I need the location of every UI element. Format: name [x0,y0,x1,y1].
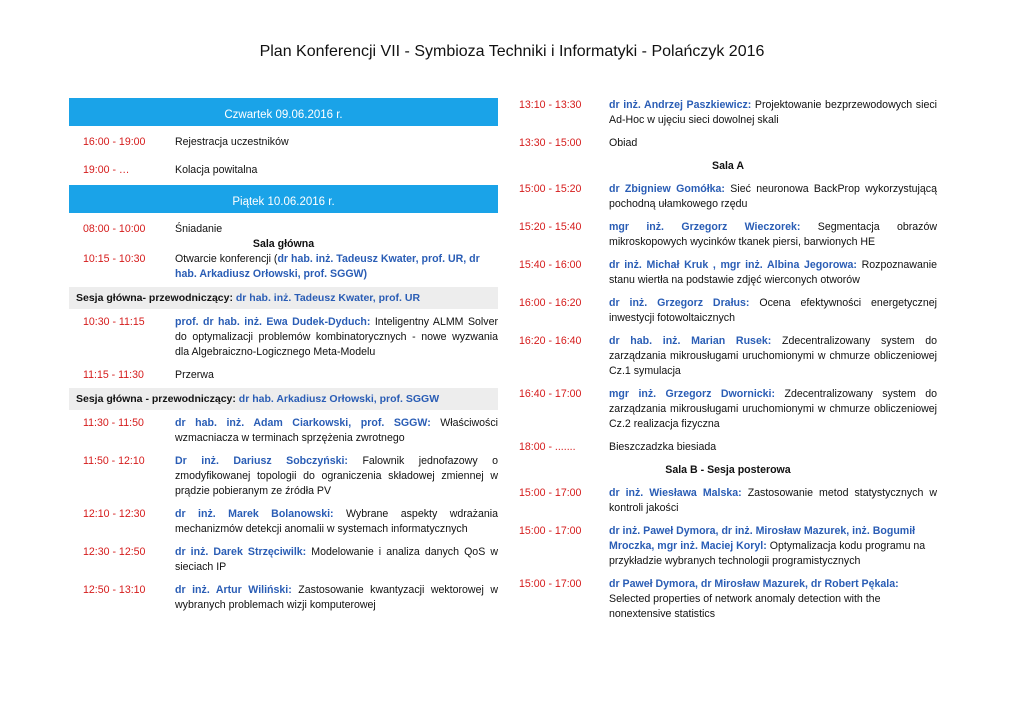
speaker: dr inż. Andrzej Paszkiewicz: [609,99,752,111]
time: 16:20 - 16:40 [519,335,582,347]
schedule-row [69,583,498,613]
time: 15:40 - 16:00 [519,259,582,271]
speaker: dr Zbigniew Gomółka: [609,183,725,195]
description: Zastosowanie kwantyzacji wektorowej w wybranych problemach wizji komputerowej [175,584,498,611]
left-column [69,98,498,613]
speaker: prof. dr hab. inż. Ewa Dudek-Dyduch: [175,316,371,328]
description: Segmentacja obrazów mikroskopowych wycinków tkanek piersi, barwionych HE [609,221,937,248]
description: Modelowanie i analiza danych QoS w sieciach IP [175,546,498,573]
description: Zdecentralizowany system do zarządzania mikrousługami uruchomionymi w chmurze obliczeniowej Cz.1 symulacja [609,335,938,377]
schedule-row [69,222,498,237]
speaker: dr hab. inż. Marian Rusek: [609,335,772,347]
time: 11:30 - 11:50 [83,417,144,429]
schedule-row [69,368,498,383]
schedule-row [69,507,498,537]
session-label: Sesja główna- przewodniczący: [76,292,236,304]
description: Projektowanie bezprzewodowych sieci Ad-Hoc w ujęciu sieci dowolnej skali [609,99,937,126]
schedule-row [69,135,498,150]
description: Selected properties of network anomaly detection with the nonextensive statistics [609,593,881,620]
time: 18:00 - ....... [519,441,576,453]
speaker: dr inż. Marek Bolanowski: [175,508,334,520]
schedule-row [519,524,937,569]
time: 08:00 - 10:00 [83,223,146,235]
time: 13:30 - 15:00 [519,137,582,149]
speaker: dr inż. Paweł Dymora, dr inż. Mirosław Mazurek, inż. Bogumił Mroczka, mgr inż. Maciej Koryl: [609,525,916,552]
description: Rejestracja uczestników [175,136,289,148]
schedule-row [519,387,937,432]
session-chair: dr hab. Arkadiusz Orłowski, prof. SGGW [238,393,440,405]
description: Obiad [609,137,638,149]
description: Kolacja powitalna [175,164,258,176]
schedule-row [69,545,498,575]
speaker: Dr inż. Dariusz Sobczyński: [175,455,348,467]
schedule-row [519,136,937,151]
time: 13:10 - 13:30 [519,99,582,111]
schedule-row [519,486,937,516]
schedule-row [519,220,937,250]
speaker: dr inż. Darek Strzęciwilk: [175,546,307,558]
time: 10:15 - 10:30 [83,253,146,265]
time: 16:00 - 16:20 [519,297,582,309]
description: Zastosowanie metod statystycznych w kontroli jakości [609,487,937,514]
room-label: Sala główna [252,238,315,250]
description: Właściwości wzmacniacza w terminach sprzężenia zwrotnego [175,417,498,444]
schedule-row [519,258,937,288]
schedule-row [519,296,937,326]
day-header-thursday: Czwartek 09.06.2016 r. [69,98,498,126]
time: 11:50 - 12:10 [83,455,145,467]
time: 15:20 - 15:40 [519,221,582,233]
right-column [519,98,937,622]
description: Przerwa [175,369,214,381]
speaker: mgr inż. Grzegorz Wieczorek: [609,221,801,233]
speaker: dr inż. Artur Wiliński: [175,584,292,596]
schedule-row [69,454,498,499]
schedule-row [69,315,498,360]
session-header [69,388,498,410]
description: Falownik jednofazowy o zmodyfikowanej topologii do ograniczenia składowej zmiennej w prądzie pobieranym ze źródła PV [175,455,498,497]
room-label: Sala B - Sesja posterowa [665,464,791,476]
description: Śniadanie [175,223,223,235]
speaker: dr hab. inż. Tadeusz Kwater, prof. UR, dr hab. Arkadiusz Orłowski, prof. SGGW) [175,253,480,280]
description: Otwarcie konferencji ( [175,253,278,265]
time: 10:30 - 11:15 [83,316,145,328]
room-label: Sala A [712,160,744,172]
time: 12:50 - 13:10 [83,584,146,596]
description: Rozpoznawanie stanu wiertła na podstawie zdjęć wierconych otworów [609,259,937,286]
schedule-row [69,252,498,282]
description: Zdecentralizowany system do zarządzania mikrousługami uruchomionymi w chmurze obliczeniowej Cz.2 realizacja fizyczna [609,388,937,430]
description: Sieć neuronowa BackProp wykorzystującą pochodną ułamkowego rzędu [609,183,937,210]
time: 16:40 - 17:00 [519,388,582,400]
speaker: dr inż. Michał Kruk , mgr inż. Albina Jegorowa: [609,259,857,271]
schedule-row [519,440,937,455]
description: Optymalizacja kodu programu na przykładzie wybranych technologii programistycznych [609,540,926,567]
time: 15:00 - 17:00 [519,525,582,537]
schedule-row [69,163,498,178]
page-title: Plan Konferencji VII - Symbioza Techniki i Informatyki - Polańczyk 2016 [259,43,765,60]
speaker: dr Paweł Dymora, dr Mirosław Mazurek, dr Robert Pękala: [609,578,899,590]
speaker: dr inż. Grzegorz Drałus: [609,297,750,309]
description: Ocena efektywności energetycznej inwestycji fotowoltaicznych [609,297,937,324]
time: 15:00 - 17:00 [519,578,582,590]
schedule-row [69,416,498,446]
schedule-row [519,98,937,128]
description: Wybrane aspekty wdrażania mechanizmów detekcji anomalii w systemach informatycznych [175,508,498,535]
schedule-row [519,577,937,622]
speaker: dr hab. inż. Adam Ciarkowski, prof. SGGW: [175,417,431,429]
session-label: Sesja główna - przewodniczący: [76,393,239,405]
description: Inteligentny ALMM Solver do optymalizacji problemów kombinatorycznych - nowe wyzwania dla Algebraiczno-Logicznego Meta-Modelu [175,316,498,358]
speaker: dr inż. Wiesława Malska: [609,487,742,499]
time: 12:10 - 12:30 [83,508,146,520]
time: 15:00 - 17:00 [519,487,582,499]
time: 12:30 - 12:50 [83,546,146,558]
day-header-friday: Piątek 10.06.2016 r. [69,185,498,213]
time: 19:00 - … [83,164,130,176]
description: Bieszczadzka biesiada [609,441,717,453]
schedule-row [519,334,937,379]
time: 16:00 - 19:00 [83,136,146,148]
speaker: mgr inż. Grzegorz Dwornicki: [609,388,776,400]
time: 11:15 - 11:30 [83,369,144,381]
time: 15:00 - 15:20 [519,183,582,195]
session-header [69,287,498,309]
session-chair: dr hab. inż. Tadeusz Kwater, prof. UR [235,292,421,304]
schedule-row [519,182,937,212]
